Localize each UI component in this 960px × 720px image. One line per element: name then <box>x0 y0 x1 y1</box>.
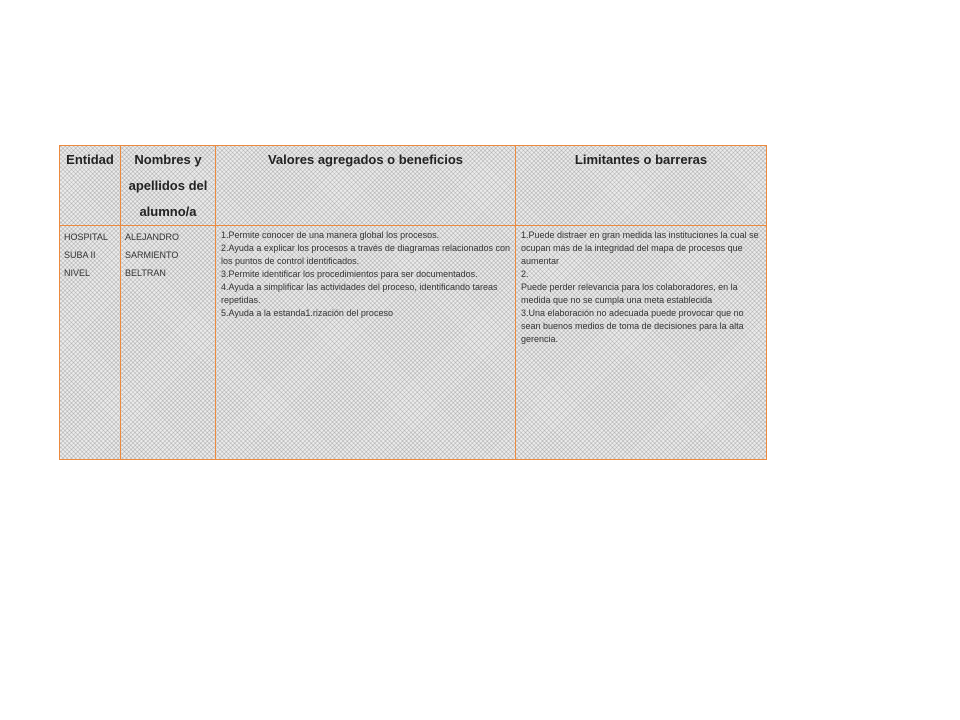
list-item: 3.Una elaboración no adecuada puede provocar que no sean buenos medios de toma de decisiones para la alta gerencia. <box>521 308 744 344</box>
header-entidad: Entidad <box>60 146 121 226</box>
list-item: 5.Ayuda a la estanda1.rización del proceso <box>221 308 393 318</box>
cell-nombre: ALEJANDRO SARMIENTO BELTRAN <box>121 226 216 460</box>
list-item: 4.Ayuda a simplificar las actividades del proceso, identificando tareas repetidas. <box>221 282 498 305</box>
list-item: 1.Permite conocer de una manera global los procesos. <box>221 230 440 240</box>
list-item: 1.Puede distraer en gran medida las instituciones la cual se ocupan más de la integridad del mapa de procesos que aumentar <box>521 230 759 266</box>
cell-valores <box>216 226 516 460</box>
header-row <box>60 146 767 226</box>
list-item: 2. <box>521 269 529 279</box>
list-item: 2.Ayuda a explicar los procesos a través de diagramas relacionados con los puntos de control identificados. <box>221 243 510 266</box>
header-valores: Valores agregados o beneficios <box>216 146 516 226</box>
table-row <box>60 226 767 460</box>
list-item: Puede perder relevancia para los colaboradores, en la medida que no se cumpla una meta establecida <box>521 282 738 305</box>
header-nombres: Nombres y apellidos del alumno/a <box>121 146 216 226</box>
cell-entidad: HOSPITAL SUBA II NIVEL <box>60 226 121 460</box>
header-limitantes: Limitantes o barreras <box>516 146 767 226</box>
list-item: 3.Permite identificar los procedimientos para ser documentados. <box>221 269 478 279</box>
comparison-table <box>59 145 767 460</box>
cell-limitantes <box>516 226 767 460</box>
